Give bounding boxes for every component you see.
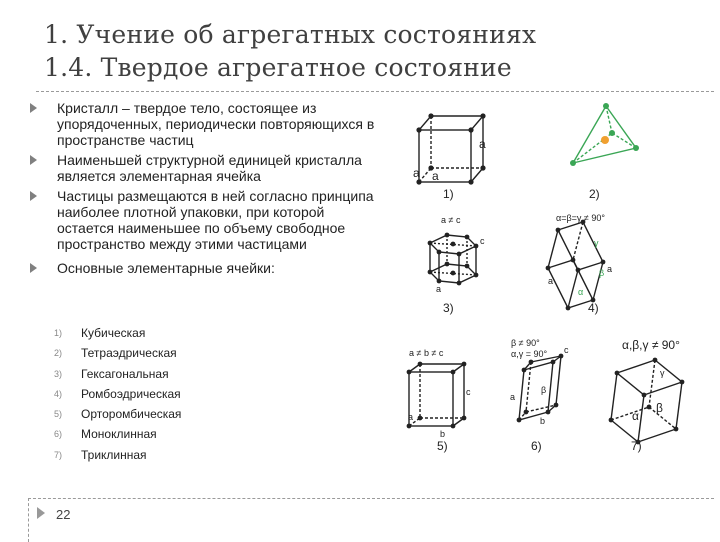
fig4-beta-label: β (599, 268, 605, 278)
fig6-beta-label: β (541, 385, 547, 395)
footer-vertical-divider (28, 498, 29, 542)
fig6-c-label: c (564, 345, 569, 355)
fig1-edge-a-label-left: a (413, 166, 420, 180)
fig7-label: 7) (631, 439, 642, 453)
fig3-label: 3) (443, 301, 454, 315)
fig5-c-label: c (466, 387, 471, 397)
slide-title-line1: 1. Учение об агрегатных состояниях (44, 20, 537, 49)
tetrahedral-cell-figure (573, 106, 636, 163)
bullet-item: Основные элементарные ячейки: (30, 260, 375, 276)
orthorhombic-cell-figure (409, 364, 464, 426)
fig3-a-label: a (436, 284, 442, 294)
fig7-gamma-label: γ (660, 368, 665, 378)
slide-title-line2: 1.4. Твердое агрегатное состояние (44, 53, 512, 82)
fig5-a-label: a (408, 412, 414, 422)
fig7-alpha-label: α (632, 409, 639, 423)
fig4-label: 4) (588, 301, 599, 315)
page-number: 22 (56, 507, 71, 522)
fig4-alpha-label: α (578, 287, 584, 297)
cubic-cell-figure (419, 116, 483, 182)
rhombohedral-cell-figure (548, 222, 603, 308)
fig4-a-label-left: a (548, 276, 554, 286)
fig4-a-label: a (607, 264, 613, 274)
fig1-edge-a-label: a (479, 137, 486, 151)
fig7-beta-label: β (656, 401, 663, 415)
fig3-note: a ≠ c (441, 215, 461, 225)
fig6-note1: β ≠ 90° (511, 338, 540, 348)
fig6-a-label: a (510, 392, 516, 402)
fig5-note: a ≠ b ≠ c (409, 348, 444, 358)
bullet-item: Частицы размещаются в ней согласно принципа наиболее плотной упаковки, при которой остается наименьшее по объему свободное пространство между этими частицами (30, 188, 375, 252)
fig4-gamma-label: γ (594, 238, 599, 248)
fig6-note2: α,γ = 90° (511, 349, 548, 359)
fig3-c-label: c (480, 236, 485, 246)
fig4-note: α=β=γ ≠ 90° (556, 213, 605, 223)
bullet-item: Кристалл – твердое тело, состоящее из упорядоченных, периодически повторяющихся в пространстве частиц (30, 100, 375, 148)
footer-divider (28, 498, 714, 499)
page-arrow-icon (37, 507, 45, 519)
fig6-label: 6) (531, 439, 542, 453)
fig5-b-label: b (440, 429, 446, 439)
fig6-b-label: b (540, 416, 546, 426)
triclinic-cell-figure (611, 360, 682, 442)
fig5-label: 5) (437, 439, 448, 453)
bullet-item: Наименьшей структурной единицей кристалла является элементарная ячейка (30, 152, 375, 184)
fig7-note: α,β,γ ≠ 90° (622, 338, 680, 352)
fig1-edge-a-label-bottom: a (432, 169, 439, 183)
fig1-label: 1) (443, 187, 454, 201)
fig2-label: 2) (589, 187, 600, 201)
